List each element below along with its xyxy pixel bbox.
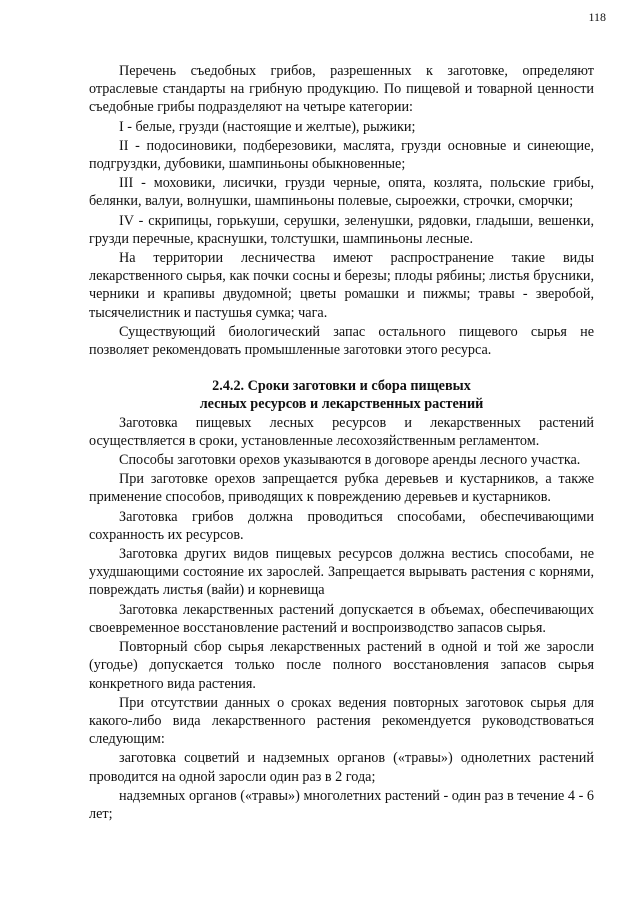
section-heading <box>89 377 594 413</box>
page-number: 118 <box>588 10 606 24</box>
paragraph: Заготовка грибов должна проводиться способами, обеспечивающими сохранность их ресурсов. <box>89 508 594 543</box>
section-heading-line-1: 2.4.2. Сроки заготовки и сбора пищевых <box>212 378 471 395</box>
paragraph: Заготовка лекарственных растений допускается в объемах, обеспечивающих своевременное восстановление растений и воспроизводство запасов сырья. <box>89 601 594 636</box>
paragraph: Способы заготовки орехов указываются в договоре аренды лесного участка. <box>119 452 581 469</box>
list-item: III - моховики, лисички, грузди черные, опята, козлята, польские грибы, белянки, валуи, волнушки, шампиньоны полевые, сыроежки, строчки, сморчки; <box>89 175 594 210</box>
list-item: II - подосиновики, подберезовики, маслята, грузди основные и синеющие, подгруздки, дубовики, шампиньоны обыкновенные; <box>89 137 594 173</box>
paragraph: Повторный сбор сырья лекарственных растений в одной и той же заросли (угодье) допускается только после полного восстановления запасов сырья конкретного вида растения. <box>89 639 594 692</box>
list-item: I - белые, грузди (настоящие и желтые), рыжики; <box>119 118 416 135</box>
paragraph: Заготовка пищевых лесных ресурсов и лекарственных растений осуществляется в сроки, установленные лесохозяйственным регламентом. <box>89 414 594 449</box>
list-item: надземных органов («травы») многолетних растений - один раз в течение 4 - 6 лет; <box>89 787 594 822</box>
paragraph: При отсутствии данных о сроках ведения повторных заготовок сырья для какого-либо вида лекарственного растения рекомендуется руководствоваться следующим: <box>89 694 594 748</box>
paragraph: Заготовка других видов пищевых ресурсов должна вестись способами, не ухудшающими состояние их зарослей. Запрещается вырывать растения с корнями, повреждать листья (вайи) и корневища <box>89 546 594 599</box>
paragraph: На территории лесничества имеют распространение такие виды лекарственного сырья, как почки сосны и березы; плоды рябины; листья брусники, черники и крапивы двудомной; цветы ромашки и пижмы; травы - зверобой, тысячелистник и пастушья сумка; чага. <box>89 250 594 321</box>
section-heading-line-2: лесных ресурсов и лекарственных растений <box>199 396 484 413</box>
paragraph: Существующий биологический запас остального пищевого сырья не позволяет рекомендовать промышленные заготовки этого ресурса. <box>89 323 594 359</box>
paragraph: Перечень съедобных грибов, разрешенных к заготовке, определяют отраслевые стандарты на грибную продукцию. По пищевой и товарной ценности съедобные грибы подразделяют на четыре категории: <box>89 63 594 116</box>
list-item: заготовка соцветий и надземных органов («травы») однолетних растений проводится на одной заросли один раз в 2 года; <box>89 750 594 785</box>
paragraph: При заготовке орехов запрещается рубка деревьев и кустарников, а также применение способов, приводящих к повреждению деревьев и кустарников. <box>89 471 594 506</box>
document-body <box>89 62 594 823</box>
list-item: IV - скрипицы, горькуши, серушки, зеленушки, рядовки, гладыши, вешенки, грузди перечные, краснушки, толстушки, шампиньоны лесные. <box>89 212 594 247</box>
